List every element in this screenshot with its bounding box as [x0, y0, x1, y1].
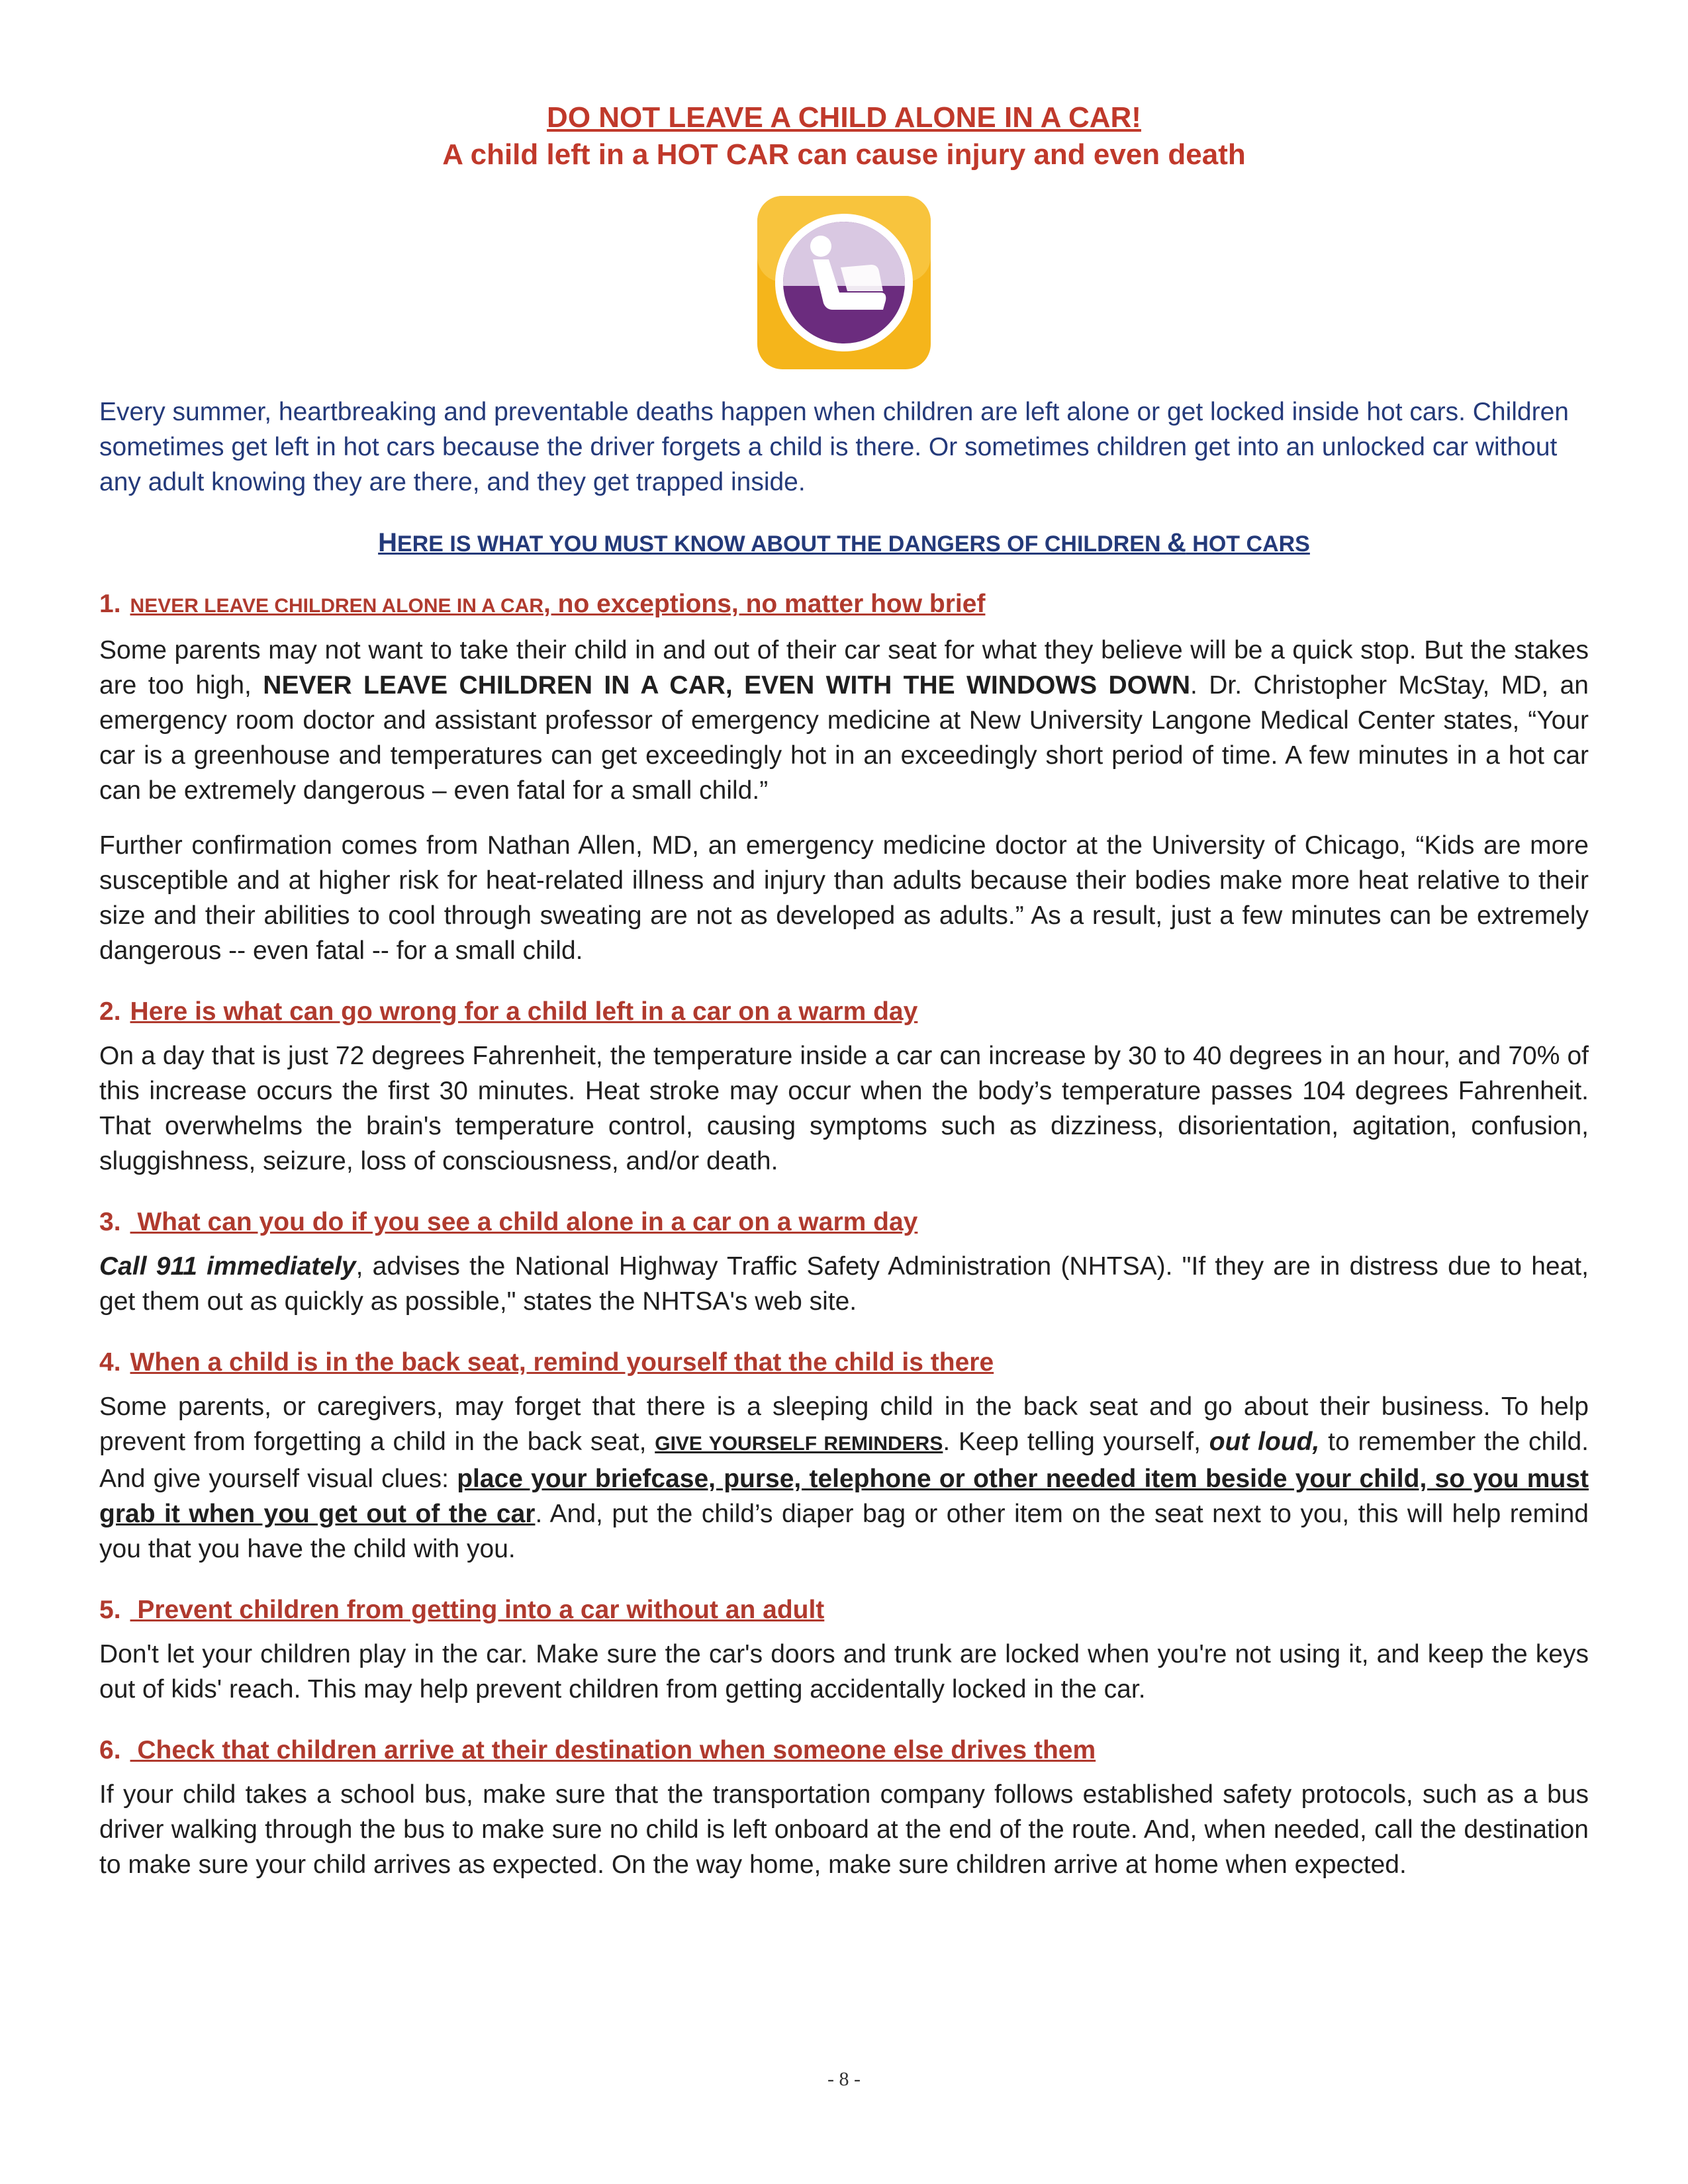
page-title: DO NOT LEAVE A CHILD ALONE IN A CAR! — [547, 101, 1141, 134]
main-heading: HERE IS WHAT YOU MUST KNOW ABOUT THE DANGERS OF CHILDREN & HOT CARS — [378, 528, 1310, 557]
page-subtitle: A child left in a HOT CAR can cause injury and even death — [442, 138, 1246, 171]
section-title: 5. Prevent children from getting into a car without an adult — [99, 1596, 825, 1624]
section-title: 6. Check that children arrive at their destination when someone else drives them — [99, 1736, 1096, 1764]
section-2 — [99, 995, 1589, 1179]
section-3 — [99, 1205, 1589, 1319]
section-4 — [99, 1345, 1589, 1567]
section-title: 2. Here is what can go wrong for a child left in a car on a warm day — [99, 997, 918, 1026]
section-title: 1. NEVER LEAVE CHILDREN ALONE IN A CAR, no exceptions, no matter how brief — [99, 590, 986, 618]
section-1 — [99, 587, 1589, 968]
logo-container — [99, 193, 1589, 372]
section-paragraph: On a day that is just 72 degrees Fahrenheit, the temperature inside a car can increase by 30 to 40 degrees in an hour, and 70% of this increase occurs the first 30 minutes. Heat stroke may occur when the body’s temperature passes 104 degrees Fahrenheit. That overwhelms the brain's temperature control, causing symptoms such as dizziness, disorientation, agitation, confusion, sluggishness, seizure, loss of consciousness, and/or death. — [99, 1042, 1589, 1175]
section-title: 3. What can you do if you see a child alone in a car on a warm day — [99, 1208, 918, 1236]
section-paragraph: Don't let your children play in the car. Make sure the car's doors and trunk are locked when you're not using it, and keep the keys out of kids' reach. This may help prevent children from getting accidentally locked in the car. — [99, 1640, 1589, 1704]
section-paragraph: Call 911 immediately, advises the National Highway Traffic Safety Administration (NHTSA). "If they are in distress due to heat, get them out as quickly as possible," states the NHTSA's web site. — [99, 1252, 1589, 1316]
section-paragraph: Further confirmation comes from Nathan Allen, MD, an emergency medicine doctor at the University of Chicago, “Kids are more susceptible and at higher risk for heat-related illness and injury than adults because their bodies make more heat relative to their size and their abilities to cool through sweating are not as developed as adults.” As a result, just a few minutes can be extremely dangerous -- even fatal -- for a small child. — [99, 831, 1589, 965]
document-page — [99, 99, 1589, 1882]
section-title: 4. When a child is in the back seat, remind yourself that the child is there — [99, 1348, 994, 1377]
section-paragraph: If your child takes a school bus, make sure that the transportation company follows established safety protocols, such as a bus driver walking through the bus to make sure no child is left onboard at the end of the route. And, when needed, call the destination to make sure your child arrives as expected. On the way home, make sure children arrive at home when expected. — [99, 1780, 1589, 1879]
section-5 — [99, 1593, 1589, 1707]
page-number: - 8 - — [827, 2068, 861, 2090]
section-6 — [99, 1733, 1589, 1882]
car-seat-icon — [755, 193, 933, 372]
section-paragraph: Some parents, or caregivers, may forget that there is a sleeping child in the back seat and go about their business. To help prevent from forgetting a child in the back seat, GIVE YOURSELF REMINDERS. Keep telling yourself, out loud, to remember the child. And give yourself visual clues: place your briefcase, purse, telephone or other needed item beside your child, so you must grab it when you get out of the car. And, put the child’s diaper bag or other item on the seat next to you, this will help remind you that you have the child with you. — [99, 1392, 1589, 1563]
intro-paragraph: Every summer, heartbreaking and preventable deaths happen when children are left alone or get locked inside hot cars. Children sometimes get left in hot cars because the driver forgets a child is there. Or sometimes children get into an unlocked car without any adult knowing they are there, and they get trapped inside. — [99, 398, 1569, 496]
section-paragraph: Some parents may not want to take their child in and out of their car seat for what they believe will be a quick stop. But the stakes are too high, NEVER LEAVE CHILDREN IN A CAR, EVEN WITH THE WINDOWS DOWN. Dr. Christopher McStay, MD, an emergency room doctor and assistant professor of emergency medicine at New University Langone Medical Center states, “Your car is a greenhouse and temperatures can get exceedingly hot in an exceedingly short period of time. A few minutes in a hot car can be extremely dangerous – even fatal for a small child.” — [99, 636, 1589, 805]
